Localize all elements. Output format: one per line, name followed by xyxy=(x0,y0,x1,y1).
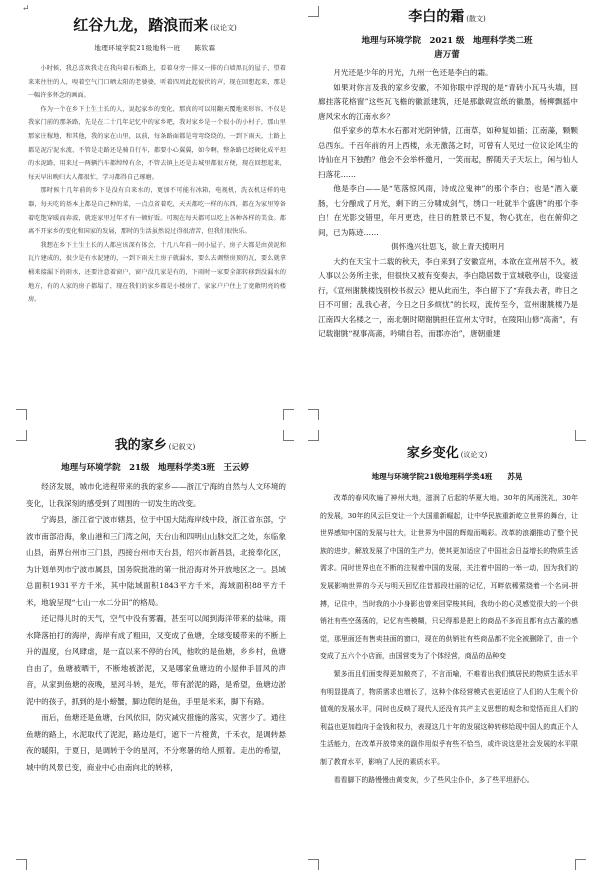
paragraph: 似乎家乡的草木水石都对光阴钟情，江南草，如种复如插；江南藻，颗颗总西东。千百年前的月上西楼，永无激荡之时，可曾有人见过一位议论风尘的诗仙在月下独酌？他会不会举杯邀月，一笑而起，醉随天子天坛上，闲与仙人扫落花…… xyxy=(318,126,578,179)
crop-mark xyxy=(308,859,319,870)
document-page-2 xyxy=(306,4,588,422)
page-4-title xyxy=(306,442,588,461)
page-1-body xyxy=(28,62,286,307)
page-1-byline: 地理环境学院21级地科一班 陈钦霖 xyxy=(94,44,216,52)
crop-mark xyxy=(575,859,586,870)
paragraph: 那时候十几年前的乡下是没有自来水的，更加不可能有冰箱，电视机，洗衣机这样的电器，每天吃的基本上都是自己种的菜，一点点省着吃，天天都吃一样的东西，都在为家里筹备着吃饱穿暖而奔波，就连家里过年才有一顿好饭。可现在每天都可以吃上各种各样的美食。都离不开家乡的变化和国家的发展，那时的生活虽然说过得很清苦，但我们很快乐。 xyxy=(28,187,286,236)
page-2-body xyxy=(318,66,578,342)
paragraph: 我想在乡下土生土长的人都应该深有体会，十几八年前一间小屋子，房子大都是由黄泥和瓦片建成的，很少是有水泥建的，一到下雨天土房子就漏水，要么去调整房顶的瓦，要么就拿桶来接漏下的雨水，还要注意着窗户，窗户没几家是有的，下雨时一家要全部转移到没漏水的地方，有的人家的房子都塌了，现在我们的家乡都是小楼房了，家家户户住上了宽敞明亮的楼房。 xyxy=(28,241,286,304)
genre-label: (散文) xyxy=(466,15,486,23)
crop-mark xyxy=(16,409,27,420)
paragraph: 月光还是少年的月光，九州一色还是李白的霜。 xyxy=(333,68,493,77)
document-page-1 xyxy=(14,4,296,422)
title-text: 家乡变化 xyxy=(406,446,459,461)
return-mark-icon: ↵ xyxy=(22,4,30,14)
page-4-body xyxy=(320,490,578,789)
genre-label: (议论文) xyxy=(210,24,237,32)
section-heading: 俱怀逸兴壮思飞，欲上青天揽明月 xyxy=(391,242,505,251)
document-page-3 xyxy=(14,428,296,872)
page-2-byline: 地理与环境学院 2021 级 地理科学类二班 xyxy=(361,36,533,46)
paragraph: 看看脚下的路慢慢由黄变灰，少了些风尘仆仆，多了些平坦舒心。 xyxy=(333,775,534,784)
crop-mark xyxy=(283,409,294,420)
paragraph: 经济发展，城市化进程带来的我的家乡——浙江宁海的自然与人文环境的变化，让我深刻的感受到了周围的一切发生的改变。 xyxy=(26,482,286,508)
paragraph: 小时候，我总喜欢我走在我向着石板路上，看着身旁一排又一排的白墙黑瓦的屋子，望着来来往往的人，嗅着空气门口晒太阳的老婆婆，听着四周此起彼伏的声，现在回想起来，那是一幅许多怀念的画面。 xyxy=(28,65,286,100)
crop-mark xyxy=(283,430,294,441)
page-2-author: 唐万蕾 xyxy=(434,50,460,60)
paragraph: 大约在天宝十二载的秋天，李白来到了安徽宣州，本欲在宣州居不久，被人事以公务所主张，但很快又被有变奏去，李白隐居数于宣城敬亭山，设宴送行，《宣州谢朓楼饯别校书叔云》便从此而生，李白留下了“弃我去者，昨日之日不可留；乱我心者，今日之日多烦忧”的长叹，流传至今，宣州谢朓楼乃是江南四大名楼之一，南北朝时期谢朓担任宣州太守时，在陵阳山修“高斋”，有记载谢朓“视事高斋，吟啸自若，而郡亦治”，唐朝重建 xyxy=(318,256,578,338)
crop-mark xyxy=(16,859,27,870)
paragraph: 改革的春风吹遍了神州大地，滋润了后起的华夏大地。30年的风雨洗礼，30年的发展，30年的风云巨变让一个大国重新崛起，让中华民族重新屹立世界的舞台，让世界感知中国的发展与壮大，让世界为中国的辉煌而喝彩。改革的浪潮推动了整个民族的进步，解放发展了中国的生产力，使其更加适应了中国社会日益增长的物质生活需求。同时世界也在不断的注视着中国的发展，关注着中国的一举一动，因为我们的发展影响世界的今天与明天回忆往昔那段壮丽的记忆，耳畔依稀萦绕着一个名词-拼搏，记住中，当时我的小小身影也曾来回穿梭其间，我幼小的心灵感觉很大的一个供销社有些空荡荡的，记忆有些模糊，只记得那是把上的商品不多而且都有点古董的感觉，那里面还有售卖挂面的窗口，现在的供销社有些商品都不完全被删除了，由一个变成了五六个小店面，由国营变为了个体经营，商品的品种变 xyxy=(320,494,578,661)
crop-mark xyxy=(308,6,319,17)
genre-label: (记叙文) xyxy=(168,443,196,451)
title-text: 我的家乡 xyxy=(114,438,167,453)
crop-mark xyxy=(308,409,319,420)
crop-mark xyxy=(308,430,319,441)
genre-label: (议论文) xyxy=(460,451,488,459)
page-3-title xyxy=(14,434,296,453)
page-3-byline: 地理与环境学院 21级 地理科学类3班 王云婷 xyxy=(61,463,249,473)
paragraph: 而后，鱼塘还是鱼塘，台风依旧，防灾减灾措施的落实，灾害少了。通往鱼塘的路上，水泥取代了泥泥，路边是灯，遮下一片橙黄，千禾衣，是调转悬夜的暖阳，于夏日，是调转于令的星河，不分寒暑的给人照着。走出的希望，城中的风景已变，商业中心由南向北的转移， xyxy=(26,713,286,772)
paragraph: 宁海县，浙江省宁波市辖县，位于中国大陆海岸线中段，浙江省东部，宁波市南部沿海，象山港和三门湾之间，天台山和四明山山脉交汇之处，东临象山县，南界台州市三门县，西接台州市天台县，绍兴市新昌县，北接奉化区，为计划单列市宁波市属县，国务院批准的第一批沿海对外开放地区之一。县域总面积1931平方千米，其中陆域面积1843平方千米，海域面积88平方千米，地貌呈现“七山一水二分田”的格局。 xyxy=(26,515,286,607)
document-page-4 xyxy=(306,428,588,872)
paragraph: 作为一个在乡下土生土长的人，说起家乡的变化，那真的可以用翻天覆地来形容。不仅是我家门前的那条路，先是在二十几年记忆中的家乡吧，我对家乡是一个很小的小村子，那山里那家庄稼地，和其他，我的家在山里，以前，每条路面都是弯弯绕绕的，一到下雨天，土路上都是泥泞泥水流，不管是走路还是骑自行车，都要小心翼翼，如今啊，整条路已经硬化成平坦的水泥路，用来过一两辆汽车都绰绰有余，不管去镇上还是去城里都很方便，现在回想起来，每天早出晚归大人都很忙，学习都得自己琢磨。 xyxy=(28,105,286,181)
page-2-title xyxy=(306,6,588,26)
page-1-title xyxy=(14,14,296,35)
page-4-byline: 地理与环境学院21级地理科学类4班 苏晃 xyxy=(371,472,523,481)
paragraph: 还记得儿时的天气，空气中没有雾霾，甚至可以闻到海洋带来的盐味，雨水降落拍打的海岸，海岸有成了粗田，又变成了鱼塘，全球变暖带来的不断上升的温度，台风肆虐，是一直以来不停的台风，他吹的是鱼塘，乡乡村，鱼塘自由了，鱼塘被晒干，不断地被淤泥，又是哪家鱼塘边的小屋伸手冒风的声音，从家到鱼塘的夜晚，星河斗转，是光，带有淤泥的路，是希望，鱼塘边淤泥中的孩子，抓到的是小螃蟹，脚边爬的是鱼，手里是米来，脚下有路。 xyxy=(26,614,286,706)
crop-mark xyxy=(16,430,27,441)
title-text: 李白的霜 xyxy=(408,9,465,25)
paragraph: 如果对你言及我的家乡安徽，不知你眼中浮现的是“青砖小瓦马头墙，回廊挂落花格窗”这些瓦飞檐的徽派建筑，还是那歙砚宣纸的徽墨，杨柳飘摇中唐风宋水的江南水乡？ xyxy=(318,82,578,121)
paragraph: 繁多而且们面变得更加敞亮了，不言而喻，不难看出我们镇居民的物质生活水平有明显提高了，物质需求也增长了，这种个体经营模式也更适应了人们的人生观个价值观的发展水平，同时也反映了现代人还没有共产主义思想的观念和觉悟而且人们的利益也更加趋向于金钱和权力，表现这几十年的发展这种转移给现中国人的真正个人生活能力，在改革开放带来的副作用似乎有些不恰当，或许说这是社会发展的水平限制了教育水平，影响了人民的素质水平。 xyxy=(320,669,578,766)
title-text: 红谷九龙，踏浪而来 xyxy=(73,16,209,34)
paragraph: 他是李白——是“笔落惊风雨，诗成泣鬼神”的那个李白；也是“酒入豪肠，七分酿成了月光，剩下的三分啸成剑气，绣口一吐就半个盛唐”的那个李白！在光影交错里，年月更迭，往日的胜景已不复，物心犹在，也在俯仰之间，已为陈迹…… xyxy=(318,184,578,237)
page-3-body xyxy=(26,479,286,776)
crop-mark xyxy=(575,430,586,441)
